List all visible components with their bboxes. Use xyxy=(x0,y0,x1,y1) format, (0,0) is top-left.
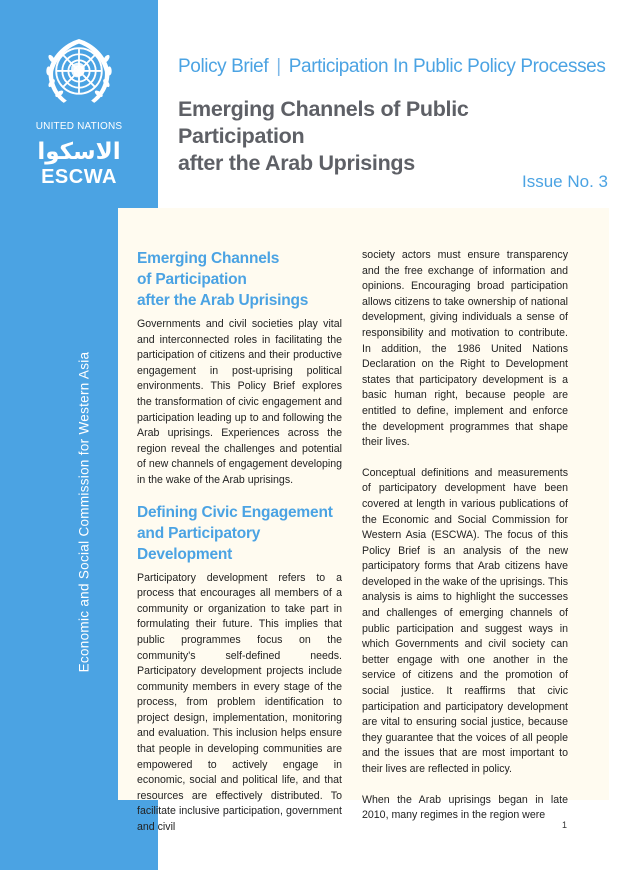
paragraph-intro: Governments and civil societies play vital and interconnected roles in facilitating the participation of citizens and their productive engagement in post-uprising political environments. This Policy Brief explores the transformation of civic engagement and participation leading up to and following the Arab uprisings. Experiences across the region reveal the challenges and potential of new channels of engagement developing in the wake of the Arab uprisings. xyxy=(137,318,342,486)
un-emblem-icon xyxy=(41,36,117,112)
escwa-name: ESCWA xyxy=(41,166,117,188)
heading-line: Defining Civic Engagement xyxy=(137,503,333,521)
heading-line: Emerging Channels xyxy=(137,250,280,267)
page-number: 1 xyxy=(562,820,568,830)
series-header xyxy=(178,56,608,78)
heading-line: Development xyxy=(137,545,233,563)
issue-number: Issue No. 3 xyxy=(522,172,608,191)
paragraph-participatory-development: Participatory development refers to a process that encourages all members of a community or organization to take part in formulating their future. This implies that public programmes focus on the community's self-defined needs. Participatory development projects include community members in every stage of the process, from problem identification to project design, implementation, monitoring and evaluation. This inclusion helps ensure that people in developing communities are empowered to actively engage in economic, social and political life, and that resources are effectively distributed. To facilitate inclusive participation, government and civil xyxy=(137,571,342,834)
commission-full-name: Economic and Social Commission for Western Asia xyxy=(76,351,92,673)
heading-line: of Participation xyxy=(137,271,247,288)
page-title-line-1: Emerging Channels of Public Participation xyxy=(178,97,469,148)
section-heading-defining-civic-engagement xyxy=(137,502,342,565)
heading-line: after the Arab Uprisings xyxy=(137,292,309,309)
series-separator: | xyxy=(276,56,281,77)
page-title-line-2: after the Arab Uprisings xyxy=(178,151,415,175)
left-column xyxy=(137,248,342,836)
series-line xyxy=(178,56,608,78)
paragraph-civil-society: society actors must ensure transparency and the free exchange of information and opinions. Encouraging broad participation allows citizens to take ownership of national development, giving individuals a sense of responsibility and motivation to contribute. In addition, the 1986 United Nations Declaration on the Right to Development states that participatory development is a basic human right, because people are entitled to define, implement and enforce the development programmes that shape their lives. xyxy=(362,249,568,449)
right-column xyxy=(362,248,568,824)
page-title xyxy=(178,96,598,177)
section-heading-emerging-channels xyxy=(137,248,342,311)
paragraph-arab-uprisings: When the Arab uprisings began in late 2010, many regimes in the region were xyxy=(362,793,568,822)
paragraph-conceptual-definitions: Conceptual definitions and measurements of participatory development have been covered at length in various publications of the Economic and Social Commission for Western Asia (ESCWA). The focus of this Policy Brief is an analysis of the new participatory forms that Arab citizens have developed in the wake of the uprisings. This analysis is aims to highlight the successes and challenges of emerging channels of public participation and suggest ways in which Governments and civil society can better engage with one another in the service of citizens and the promotion of social justice. It reaffirms that civic participation and participatory development are vital to ensuring social justice, because they guarantee that the voices of all people and the issues that are most important to their lives are reflected in policy. xyxy=(362,466,568,775)
arabic-org-name: الاسكوا xyxy=(37,139,121,165)
org-name: UNITED NATIONS xyxy=(35,121,123,132)
heading-line: and Participatory xyxy=(137,524,261,542)
series-topic: Participation In Public Policy Processes xyxy=(288,56,606,77)
series-label: Policy Brief xyxy=(178,56,269,77)
